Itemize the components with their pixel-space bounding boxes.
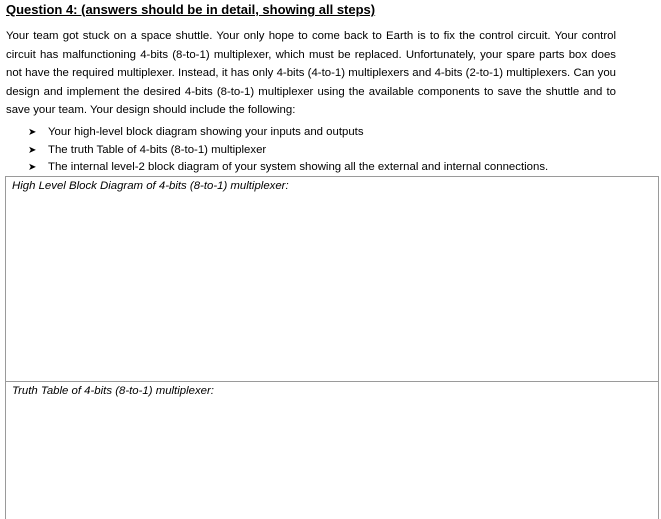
list-item-text: The internal level-2 block diagram of your system showing all the external and internal connections.: [48, 161, 549, 173]
block-diagram-box-label: High Level Block Diagram of 4-bits (8-to-1) multiplexer:: [12, 180, 289, 192]
truth-table-box-label: Truth Table of 4-bits (8-to-1) multiplexer:: [12, 385, 214, 397]
arrowhead-bullet-icon: ➤: [28, 162, 37, 173]
arrowhead-bullet-icon: ➤: [28, 144, 37, 156]
question-heading: Question 4: (answers should be in detail, showing all steps): [6, 2, 376, 17]
list-item: [28, 142, 548, 160]
list-item: [28, 159, 548, 177]
list-item-text: Your high-level block diagram showing your inputs and outputs: [48, 126, 364, 138]
list-item: [28, 124, 548, 142]
list-item-text: The truth Table of 4-bits (8-to-1) multiplexer: [48, 143, 267, 156]
truth-table-answer-box[interactable]: [5, 381, 659, 519]
block-diagram-answer-box[interactable]: [5, 176, 659, 382]
requirements-list: [28, 124, 548, 177]
arrowhead-bullet-icon: ➤: [28, 127, 37, 138]
question-paragraph: Your team got stuck on a space shuttle. Your only hope to come back to Earth is to fix the control circuit. Your control circuit has malfunctioning 4-bits (8-to-1) multiplexer, which must be replaced. Unfortunately, your spare parts box does not have the required multiplexer. Instead, it has only 4-bits (4-to-1) multiplexers and 4-bits (2-to-1) multiplexers. Can you design and implement the desired 4-bits (8-to-1) multiplexer using the available components to save the shuttle and to save your team. Your design should include the following:: [6, 30, 616, 116]
